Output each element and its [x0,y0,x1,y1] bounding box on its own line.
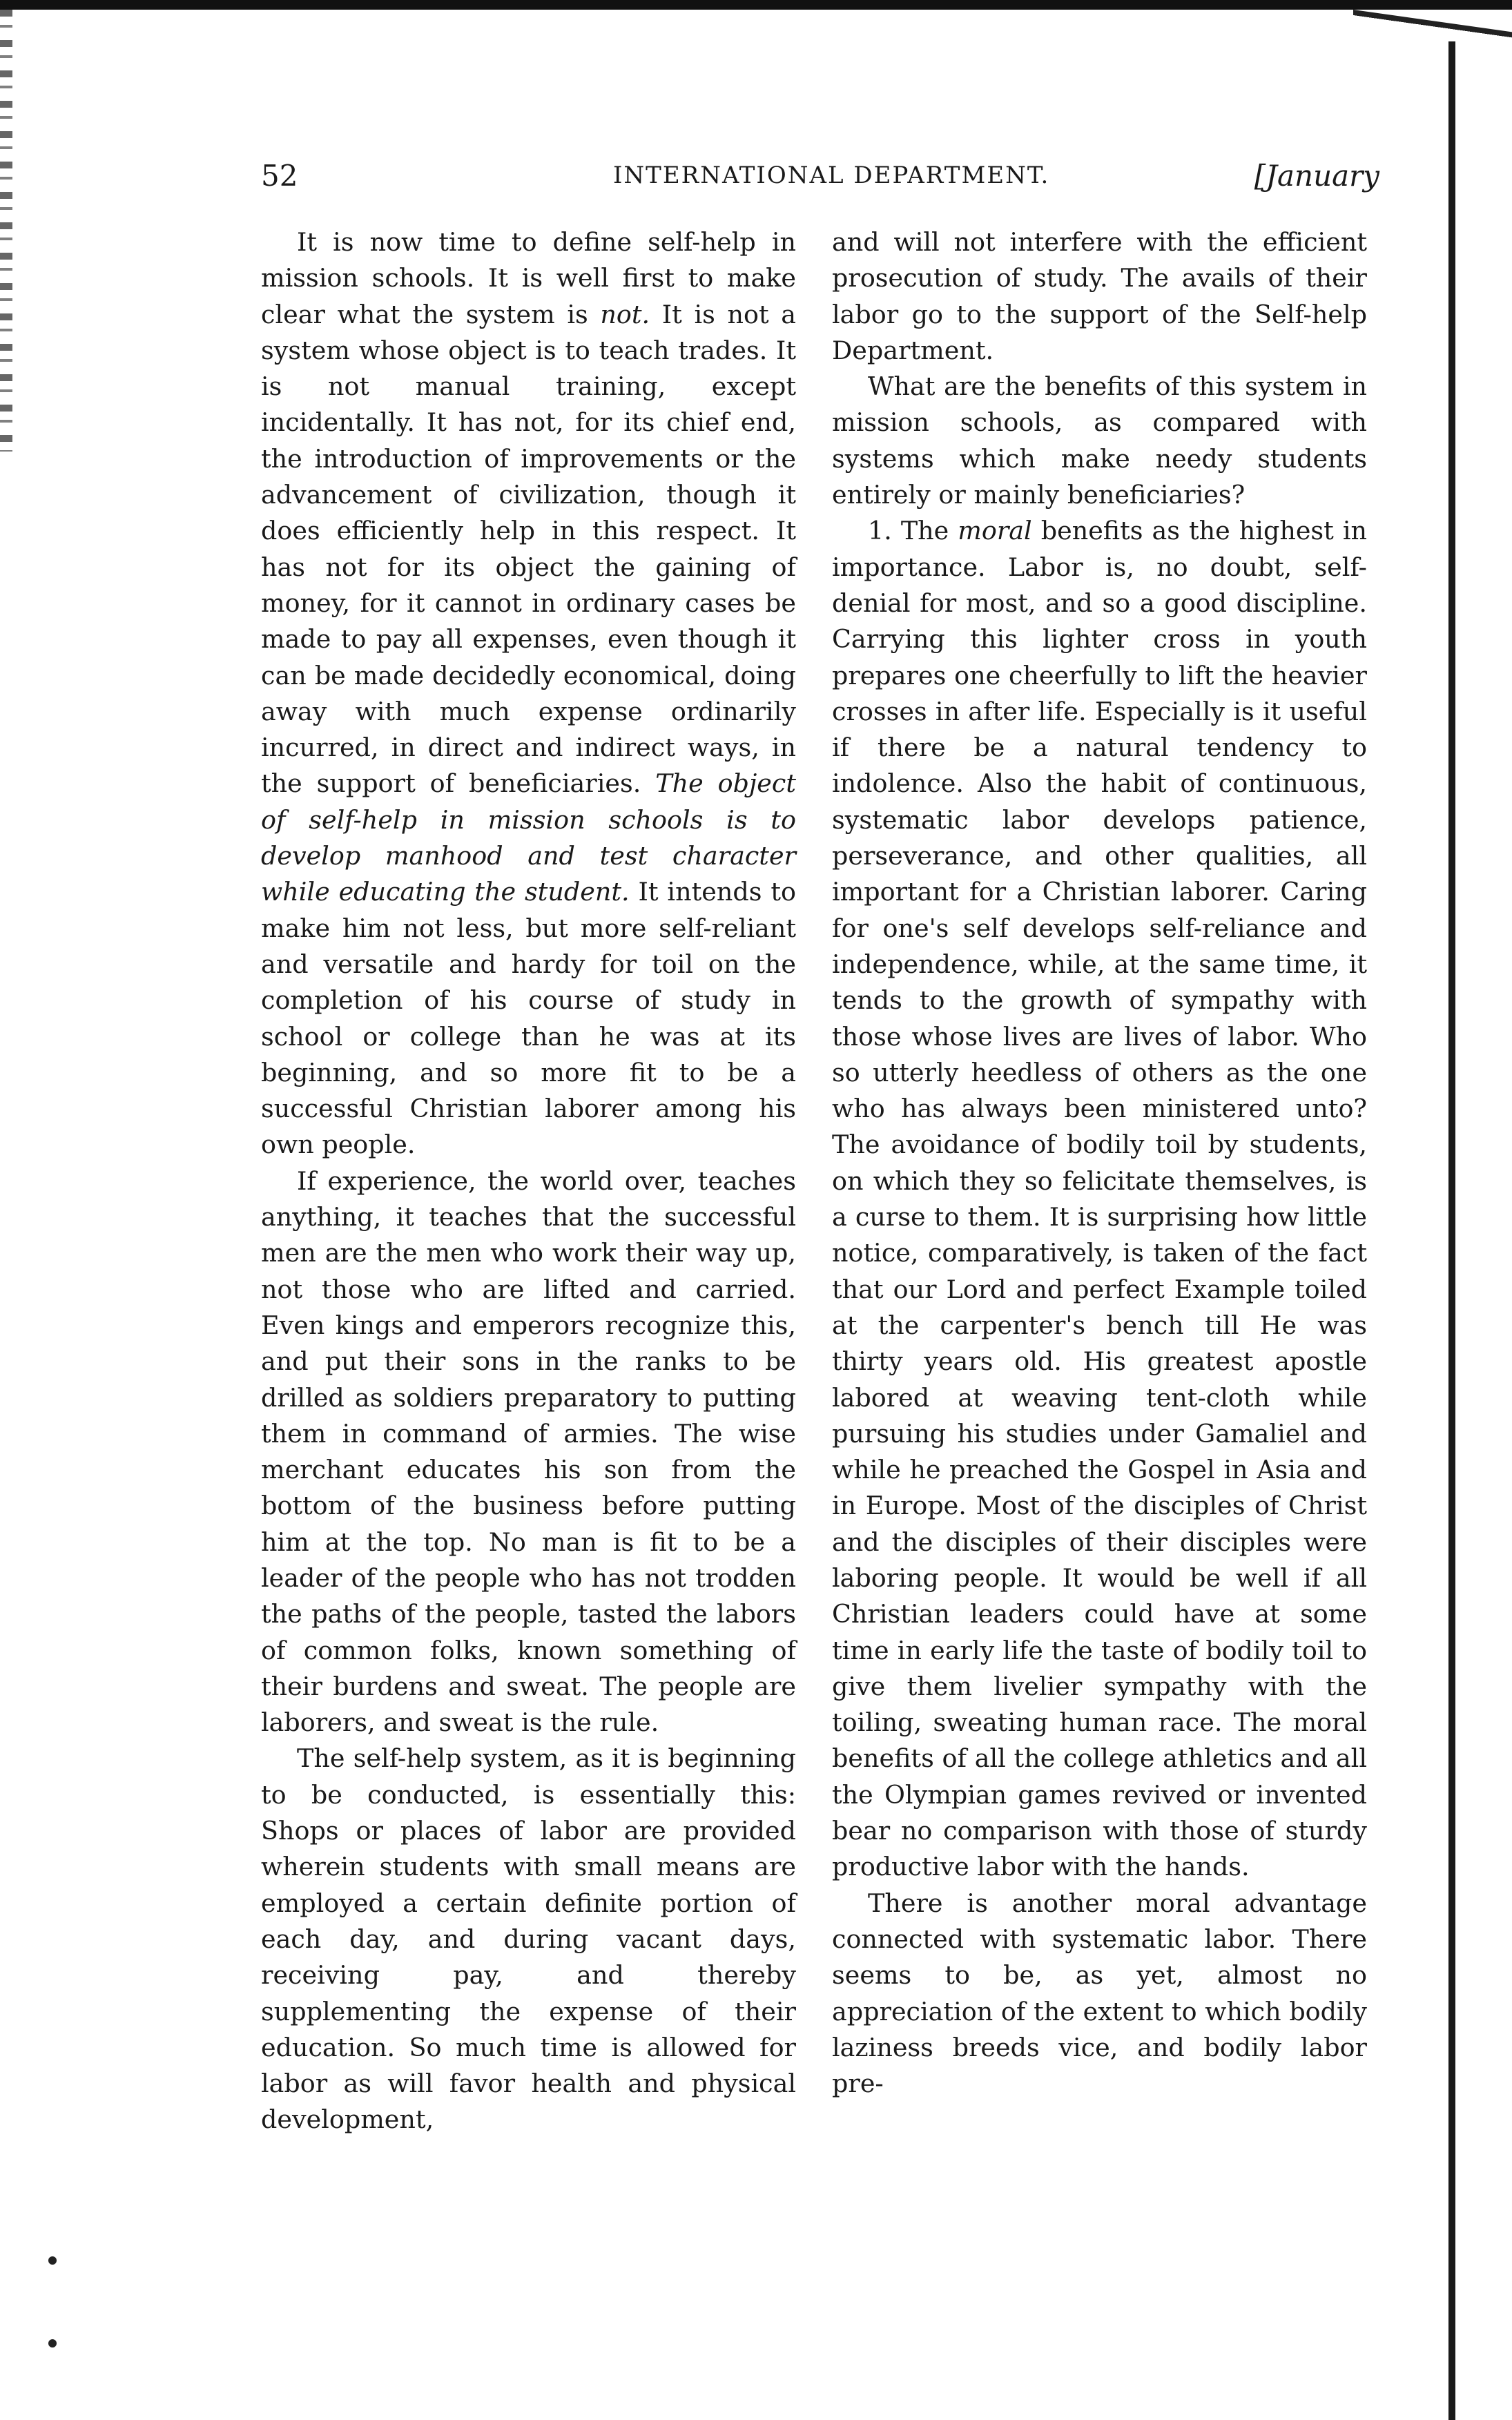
emphasis-text: The object of self-help in mission schools is to develop manhood and test character while educating the student. [261,768,796,907]
paragraph-continued: and will not interfere with the efficient prosecution of study. The avails of their labor go to the support of the Self-help Department. [832,227,1367,365]
text-run: 1. The [868,516,958,546]
paragraph-moral-advantage: There is another moral advantage connected with systematic labor. There seems to be, as yet, almost no appreciation of the extent to which bodily laziness breeds vice, and bodily labor pre- [832,1888,1367,2099]
emphasis-text: moral [958,516,1032,546]
scan-dot-artifact [48,2256,57,2265]
paragraph-system: The self-help system, as it is beginning to be conducted, is essentially this: Shops or places of labor are provided wherein students with small means are employed a certain definite portion of each day, and during vacant days, receiving pay, and thereby supplementing the expense of their education. So much time is allowed for labor as will favor health and physical development, [261,1743,796,2135]
running-header [261,159,1379,200]
section-title: INTERNATIONAL DEPARTMENT. [613,162,1050,189]
scan-top-border [0,0,1512,10]
scan-dot-artifact [48,2339,57,2348]
page-number: 52 [261,159,298,193]
text-run: It is now time to define self-help in mission schools. It is well first to make clear what the system is [261,227,796,329]
issue-month: [January [1254,159,1379,193]
left-column [261,224,796,2296]
paragraph-definition [261,224,796,1163]
emphasis-text: not. [600,299,650,329]
text-run: It is not a system whose object is to teach trades. It is not manual training, except incidentally. It has not, for its chief end, the introduction of improvements or the advancement of civilization, though it does efficiently help in this respect. It has not for its object the gaining of money, for it cannot in ordinary cases be made to pay all expenses, even though it can be made decidedly economical, doing away with much expense ordinarily incurred, in direct and indirect ways, in the support of beneficiaries. [261,299,797,799]
paragraph-experience: If experience, the world over, teaches anything, it teaches that the successful men are the men who work their way up, not those who are lifted and carried. Even kings and emperors recognize this, and put their sons in the ranks to be drilled as soldiers preparatory to putting them in command of armies. The wise merchant educates his son from the bottom of the business before putting him at the top. No man is fit to be a leader of the people who has not trodden the paths of the people, tasted the labors of common folks, known something of their burdens and sweat. The people are laborers, and sweat is the rule. [261,1165,796,1738]
paragraph-benefits-question: What are the benefits of this system in mission schools, as compared with systems which make needy students entirely or mainly beneficiaries? [832,371,1367,510]
paragraph-moral-benefits [832,513,1367,1885]
text-run: benefits as the highest in importance. Labor is, no doubt, self-denial for most, and so a good discipline. Carrying this lighter cross in youth prepares one cheerfully to lift the heavier crosses in after life. Especially is it useful if there be a natural tendency to indolence. Also the habit of continuous, systematic labor develops patience, perseverance, and other qualities, all important for a Christian laborer. Caring for one's self develops self-reliance and independence, while, at the same time, it tends to the growth of sympathy with those whose lives are lives of labor. Who so utterly heedless of others as the one who has always been ministered unto? The avoidance of bodily toil by students, on which they so felicitate themselves, is a curse to them. It is surprising how little notice, comparatively, is taken of the fact that our Lord and perfect Example toiled at the carpenter's bench till He was thirty years old. His greatest apostle labored at weaving tent-cloth while pursuing his studies under Gamaliel and while he preached the Gospel in Asia and in Europe. Most of the disciples of Christ and the disciples of their disciples were laboring people. It would be well if all Christian leaders could have at some time in early life the taste of bodily toil to give them livelier sympathy with the toiling, sweating human race. The moral benefits of all the college athletics and all the Olympian games revived or invented bear no comparison with those of sturdy productive labor with the hands. [832,516,1367,1882]
scan-right-edge [1448,41,1455,2420]
scan-corner-artifact [1353,10,1512,80]
right-column [832,224,1367,2296]
text-run: It intends to make him not less, but more self-reliant and versatile and hardy for toil on the completion of his course of study in school or college than he was at its beginning, and so more fit to be a successful Christian laborer among his own people. [261,877,796,1160]
scan-left-edge [0,10,12,452]
